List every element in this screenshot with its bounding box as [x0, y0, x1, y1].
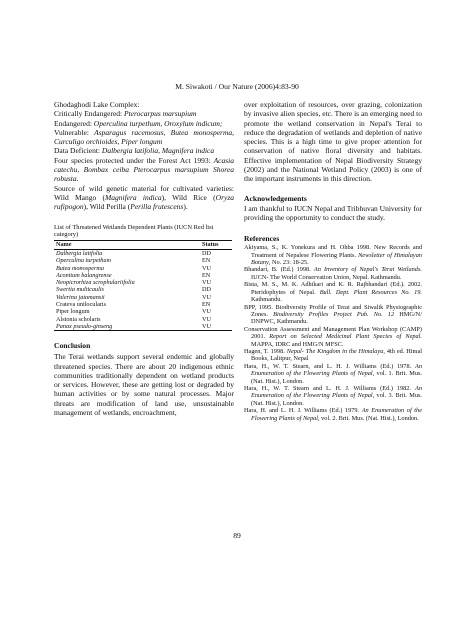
table-row: [54, 279, 232, 286]
text-run: Operculina turpethum, Oroxylum indicum;: [93, 118, 223, 128]
right-column: [244, 100, 422, 422]
text-run: Akiyama, S., K. Yonekura and H. Ohba 1998. New Records and Treatment of Nepalese Flowering Plants.: [244, 244, 422, 259]
text-run: ).: [183, 202, 188, 212]
intro-line: [54, 109, 234, 118]
text-run: Critically Endangered:: [54, 109, 124, 119]
plant-name: Dalbergia latifolia: [56, 249, 103, 257]
plant-name: Piper longum: [56, 308, 90, 316]
reference-entry: [244, 348, 422, 363]
table-row: [54, 308, 232, 315]
iucn-status: EN: [202, 271, 211, 279]
intro-line: [54, 146, 234, 155]
table-row: [54, 249, 232, 257]
table-header-row: [54, 240, 232, 249]
reference-entry: [244, 281, 422, 303]
table-header-status: Status: [200, 240, 232, 249]
text-run: Pterocarpus marsupium: [123, 109, 197, 119]
reference-entry: [244, 363, 422, 385]
text-run: Magnifera indica: [104, 192, 162, 202]
conclusion-text: The Terai wetlands support several endemic and globally threatened species. There are about 20 indigenous ethnic communities traditionally dependent on wetland products or services. However, these are getting lost or degraded by human activities or by some natural processes. Major threats are modification of land use, unsustainable management of wetlands, encroachment,: [54, 352, 234, 417]
text-run: Vulnerable:: [54, 127, 95, 137]
text-run: , vol. 1. Brit. Mus. (Nat. Hist.), London.: [251, 370, 422, 385]
plant-name: Operculina turpethum: [56, 257, 111, 265]
text-run: Conservation Assessment and Management Plan Workshop (CAMP) 2001.: [244, 325, 422, 341]
text-run: Acasia catechu, Bombax ceiba Pterocarpus marsupium Shorea robusta: [54, 155, 234, 184]
table-row: [54, 286, 232, 293]
reference-entry: [244, 326, 422, 348]
text-run: , No. 23: 18-25.: [268, 259, 309, 267]
iucn-status: VU: [202, 264, 211, 272]
conclusion-heading: Conclusion: [54, 341, 91, 351]
plant-name: Butea monosperma: [56, 264, 104, 272]
plant-name: Valerina jatamansii: [56, 293, 105, 301]
plant-name: Panax pseudo-ginseng: [54, 323, 200, 331]
iucn-status: EN: [202, 257, 211, 265]
table-row: [54, 257, 232, 264]
table-row: [54, 316, 232, 323]
table-row: [54, 265, 232, 272]
text-run: Newsletter of Himalayan Botany: [251, 251, 422, 267]
text-run: Hagen, T. 1998.: [244, 347, 287, 355]
text-run: Nepal- The Kingdom in the Himalaya: [286, 347, 384, 355]
iucn-status: VU: [200, 323, 232, 331]
iucn-status: VU: [202, 315, 211, 323]
table-row: [54, 301, 232, 308]
text-run: Report on Selected Medicinal Plant Species of Nepal.: [269, 333, 422, 341]
text-run: ), Wild Perilla (: [83, 202, 131, 212]
table-row: [54, 294, 232, 301]
intro-line: [54, 119, 234, 128]
intro-block: [54, 100, 234, 212]
table-body: [54, 249, 232, 330]
acknowledgements-text: I am thankful to IUCN Nepal and Tribhuvan University for providing the opportunity to conduct the study.: [244, 203, 422, 222]
text-run: .: [76, 174, 79, 184]
text-run: Data Deficient:: [54, 146, 102, 156]
iucn-status: VU: [202, 293, 211, 301]
text-run: Bhandari, B. (Ed.) 1998.: [244, 266, 314, 274]
plant-name: Swertia multicaulis: [56, 286, 104, 294]
plant-name: Alstonia scholaris: [56, 315, 101, 323]
text-run: Dalbergia latifolia, Magnifera indica: [101, 146, 215, 156]
table-caption: List of Threatened Wetlands Dependent Plants (IUCN Red list category): [54, 223, 214, 239]
running-header: M. Siwakoti / Our Nature (2006)4:83-90: [175, 82, 299, 91]
text-run: Bull. Dept. Plant Resources No. 19.: [319, 288, 422, 296]
acknowledgements-heading: Acknowledgements: [244, 193, 307, 203]
text-run: Biodiversity Profiles Project Pub. No. 12: [273, 310, 395, 318]
text-run: Oryza rufipogon: [54, 192, 234, 212]
text-run: BPP, 1995. Biodiversity Profile of Terai and Siwalik Physiographic Zones.: [244, 303, 422, 318]
left-column: [54, 100, 234, 417]
reference-entry: [244, 304, 422, 326]
conclusion-continuation: over exploitation of resources, over grazing, colonization by invasive alien species, etc. There is an emerging need to promote the wetland conservation in Nepal's Terai to reduce the degradation of wetlands and depletion of native species. This is a high time to give proper attention for conservation of native floral diversity and habitats. Effective implementation of Nepal Biodiversity Strategy (2002) and the National Wetland Policy (2003) is one of the important instruments in this direction.: [244, 100, 422, 184]
plant-name: Crateva unilocularis: [56, 301, 106, 309]
intro-line: [54, 156, 234, 184]
text-run: An Inventory of Nepal's Terai Wetlands.: [313, 266, 422, 274]
text-run: IUCN- The World Conservation Union, Nepal. Kathmandu.: [251, 273, 402, 281]
references-heading: References: [244, 234, 280, 244]
text-run: HMG/N/ DNPWC, Kathmandu.: [251, 310, 422, 326]
references-list: [244, 244, 422, 422]
text-run: Endangered:: [54, 118, 94, 128]
intro-line: [54, 100, 234, 109]
plant-name: Neopicrorhiza scrophulariifolia: [56, 279, 135, 287]
text-run: Perilla frutescens: [130, 202, 184, 212]
text-run: Hara, H. and L. H. J. Williams (Ed.) 1979.: [244, 407, 362, 415]
threatened-plants-table: [54, 240, 232, 331]
reference-entry: [244, 385, 422, 407]
text-run: Ghodaghodi Lake Complex:: [54, 100, 140, 109]
reference-entry: [244, 244, 422, 266]
text-run: Kathmandu.: [251, 296, 282, 304]
text-run: , 4th ed. Himal Books, Lalitpur, Nepal: [251, 347, 422, 363]
iucn-status: DD: [202, 286, 211, 294]
table-row: [54, 323, 232, 331]
text-run: ), Wild Rice (: [161, 192, 216, 202]
text-run: Hara, H., W. T. Stearn, and L. H. J. Williams (Ed.) 1978.: [244, 362, 415, 370]
page-number: 89: [233, 531, 241, 540]
text-run: , vol. 3. Brit. Mus. (Nat. Hist.), London.: [251, 392, 422, 407]
iucn-status: VU: [202, 279, 211, 287]
text-run: Four species protected under the Forest Act 1993:: [54, 155, 214, 165]
text-run: Bista, M. S., M. K. Adhikari and K. R. Rajbhandari (Ed.). 2002. Pteridophytes of Nepal.: [244, 281, 422, 296]
text-run: An Enumeration of the Flowering Plants of Nepal: [251, 407, 422, 422]
iucn-status: VU: [202, 308, 211, 316]
intro-line: [54, 128, 234, 147]
text-run: MAPPA, IDRC and HMG/N MFSC.: [251, 340, 344, 348]
text-run: Asparagus racemosus, Butea monosperma, Curculigo orchioides, Piper longum: [54, 127, 234, 147]
text-run: An Enumeration of the Flowering Plants of Nepal: [251, 362, 422, 378]
iucn-status: DD: [202, 249, 211, 257]
reference-entry: [244, 407, 422, 422]
text-run: An Enumeration of the Flowering Plants of Nepal: [251, 384, 422, 400]
table-row: [54, 272, 232, 279]
text-run: , vol. 2. Brit. Mus. (Nat. Hist.), London.: [318, 414, 419, 422]
plant-name: Aconitum balangrense: [56, 271, 112, 279]
intro-line: [54, 184, 234, 212]
iucn-status: EN: [202, 301, 211, 309]
text-run: Hara, H., W. T. Stearn and L. H. J. Williams (Ed.) 1982.: [244, 384, 415, 392]
text-run: Source of wild genetic material for cultivated varieties: Wild Mango (: [54, 183, 234, 202]
table-header-name: Name: [54, 240, 200, 249]
reference-entry: [244, 266, 422, 281]
